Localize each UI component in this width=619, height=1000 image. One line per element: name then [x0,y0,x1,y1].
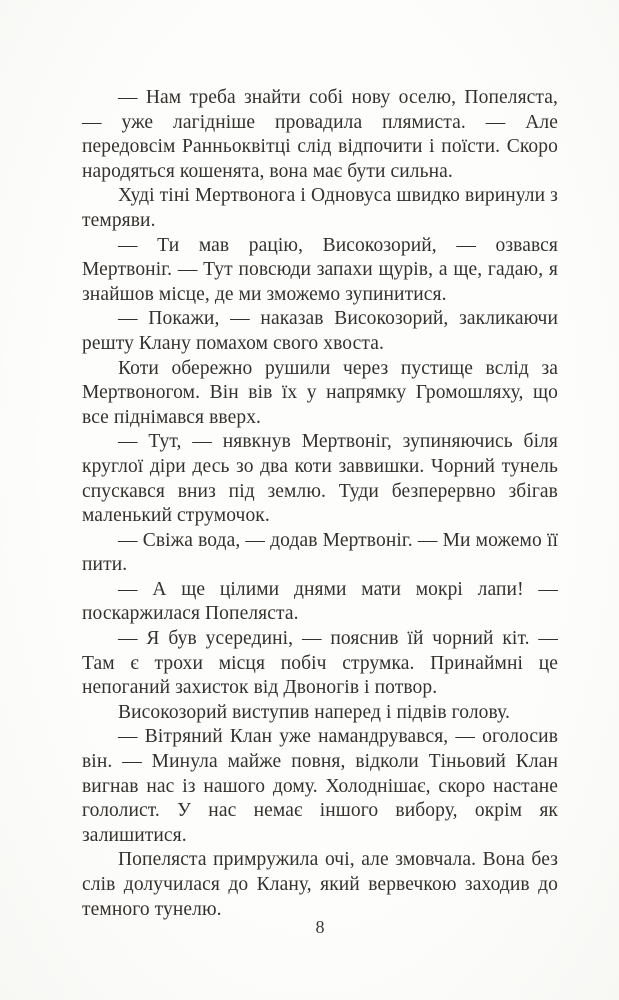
paragraph: — Вітряний Клан уже намандрувався, — оголосив він. — Минула майже повня, відколи Тіньовий Клан вигнав нас із нашого дому. Холоднішає, скоро настане гололист. У нас немає іншого вибору, окрім як залишитися. [82,726,558,846]
page-text-block [82,86,558,922]
paragraph: — Свіжа вода, — додав Мертвоніг. — Ми можемо її пити. [82,529,558,576]
paragraph: — Тут, — нявкнув Мертвоніг, зупиняючись біля круглої діри десь зо два коти заввишки. Чорний тунель спускався вниз під землю. Туди безперервно збігав маленький струмочок. [82,431,558,527]
paragraph: Коти обережно рушили через пустище вслід за Мертвоногом. Він вів їх у напрямку Громошляху, що все піднімався вверх. [82,357,558,428]
paragraph: — Ти мав рацію, Високозорий, — озвався Мертвоніг. — Тут повсюди запахи щурів, а ще, гадаю, я знайшов місце, де ми зможемо зупинитися. [82,234,558,305]
paragraph: — Покажи, — наказав Високозорий, закликаючи решту Клану помахом свого хвоста. [82,308,558,354]
paragraph: Високозорий виступив наперед і підвів голову. [118,701,511,723]
page-number: 8 [315,917,325,937]
paragraph: Попеляста примружила очі, але змовчала. Вона без слів долучилася до Клану, який вервечкою заходив до темного тунелю. [82,849,558,920]
paragraph: — Я був усередині, — пояснив їй чорний кіт. — Там є трохи місця побіч струмка. Принаймні це непоганий захисток від Двоногів і потвор. [82,628,558,699]
paragraph: — А ще цілими днями мати мокрі лапи! — поскаржилася Попеляста. [82,578,558,625]
paragraph: Худі тіні Мертвонога і Одновуса швидко виринули з темряви. [82,185,558,231]
paragraph: — Нам треба знайти собі нову оселю, Попеляста, — уже лагідніше провадила плямиста. — Але передовсім Ранньоквітці слід відпочити і поїсти. Скоро народяться кошенята, вона має бути сильна. [82,87,558,182]
